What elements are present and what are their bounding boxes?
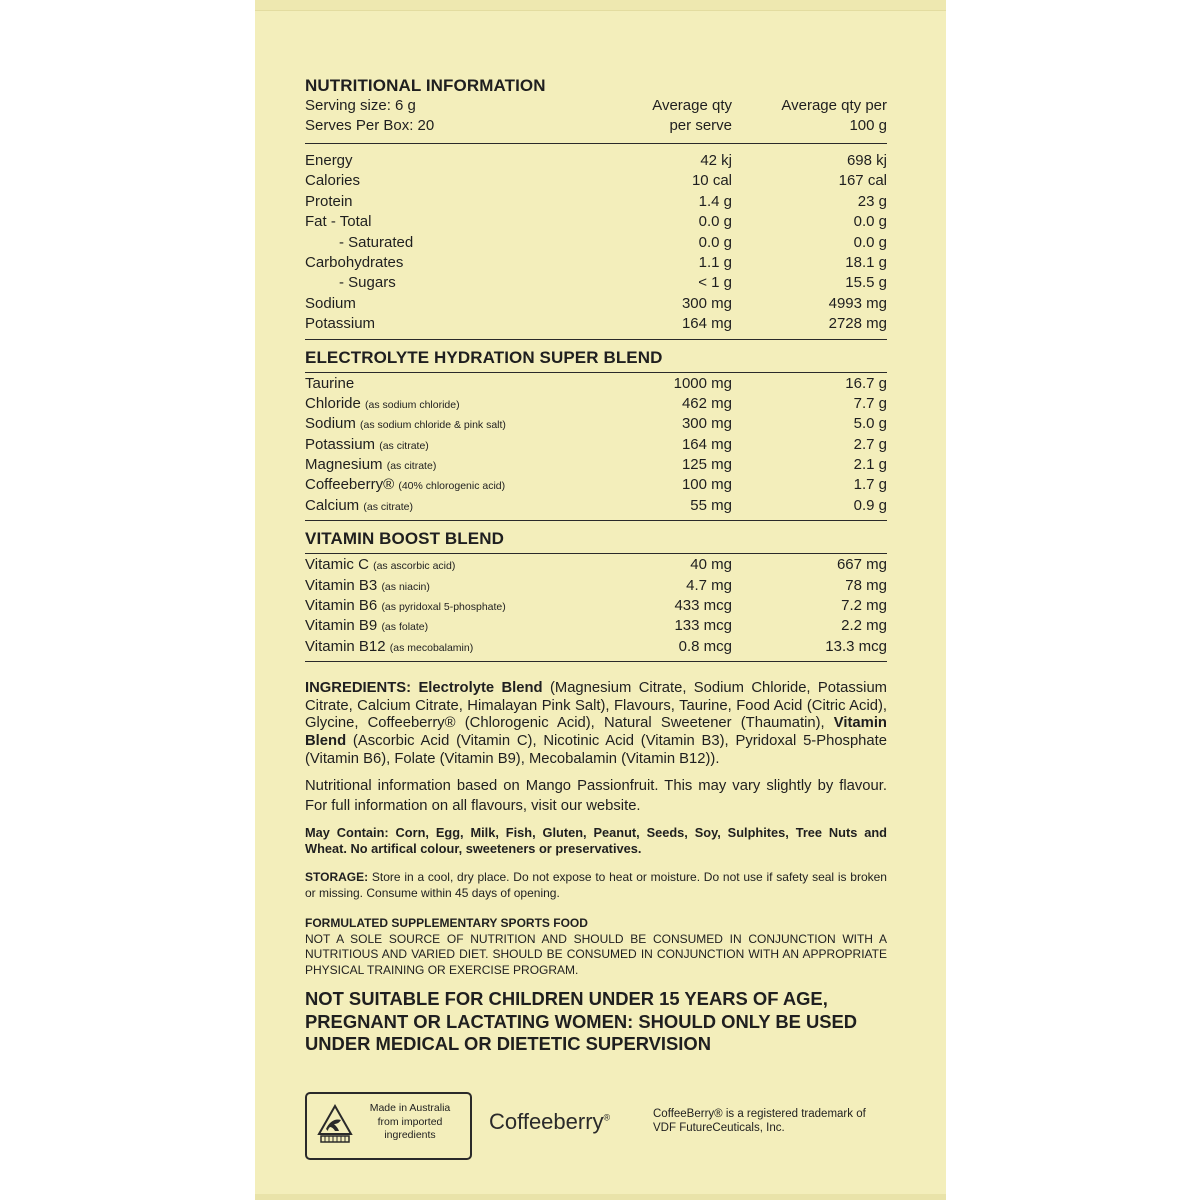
formulated-text: NOT A SOLE SOURCE OF NUTRITION AND SHOULD BE CONSUMED IN CONJUNCTION WITH A NUTRITIOUS AND VARIED DIET. SHOULD BE CONSUMED IN CONJUNCTION WITH AN APPROPRIATE PHYSICAL TRAINING OR EXERCISE PROGRAM.	[305, 931, 887, 978]
electrolyte-row-label	[305, 394, 460, 415]
ingredients-text-2: (Ascorbic Acid (Vitamin C), Nicotinic Acid (Vitamin B3), Pyridoxal 5-Phosphate (Vitamin B6), Folate (Vitamin B9), Mecobalamin (Vitamin B12)).	[305, 732, 887, 767]
storage-label: STORAGE:	[305, 870, 369, 885]
vitamin-row-per-100g: 667 mg	[836, 556, 887, 574]
nutrition-row-per-100g: 18.1 g	[845, 253, 887, 271]
coffeeberry-logo	[489, 1109, 610, 1135]
vitamin-row-label	[305, 576, 430, 597]
electrolyte-row-label	[305, 414, 506, 435]
electrolyte-row-label	[305, 374, 354, 395]
electrolyte-row-name: Chloride	[305, 394, 361, 412]
electrolyte-row-per-100g: 16.7 g	[845, 374, 887, 392]
vitamin-row-name: Vitamin B9	[305, 617, 378, 635]
nutrition-row-per-serve: 300 mg	[681, 294, 732, 312]
vitamin-row-per-serve: 133 mcg	[674, 617, 732, 635]
electrolyte-row	[305, 414, 887, 434]
electrolyte-row-label	[305, 496, 413, 517]
vitamin-title: VITAMIN BOOST BLEND	[305, 529, 504, 549]
vitamin-row-per-serve: 0.8 mcg	[678, 637, 732, 655]
electrolyte-row-per-100g: 1.7 g	[853, 476, 887, 494]
nutrition-row-per-100g: 4993 mg	[828, 294, 887, 312]
electrolyte-row-per-100g: 7.7 g	[853, 394, 887, 412]
nutrition-panel	[305, 72, 887, 1056]
col1-header-1: Average qty	[652, 97, 732, 114]
kangaroo-triangle-icon	[317, 1104, 353, 1144]
vitamin-row	[305, 616, 887, 636]
vitamin-row-note: (as folate)	[381, 621, 429, 634]
nutrition-row-per-serve: 0.0 g	[698, 233, 732, 251]
vitamin-row-label	[305, 616, 428, 637]
electrolyte-row-note: (as citrate)	[363, 500, 413, 513]
nutrition-row-name: Fat - Total	[305, 213, 372, 231]
electrolyte-rows	[305, 374, 887, 517]
electrolyte-row-per-serve: 300 mg	[681, 415, 732, 433]
electrolyte-row-per-serve: 125 mg	[681, 456, 732, 474]
nutrition-header	[305, 96, 887, 136]
vitamin-row-per-100g: 7.2 mg	[841, 597, 887, 615]
nutrition-row-per-serve: < 1 g	[698, 274, 732, 292]
nutrition-rows	[305, 151, 887, 335]
vitamin-row	[305, 596, 887, 616]
vitamin-row	[305, 555, 887, 575]
vitamin-row-name: Vitamic C	[305, 556, 369, 574]
logo-mark: ®	[603, 1112, 611, 1123]
vitamin-row-label	[305, 555, 455, 576]
nutrition-row-per-100g: 698 kj	[846, 152, 887, 169]
electrolyte-row-per-100g: 5.0 g	[853, 415, 887, 433]
nutrition-row	[305, 151, 887, 171]
nutrition-row-name: Potassium	[305, 315, 376, 333]
electrolyte-row-per-100g: 2.7 g	[853, 435, 887, 453]
vitamin-blend-label: Vitamin Blend	[305, 715, 887, 749]
electrolyte-row	[305, 475, 887, 495]
vitamin-row-per-serve: 40 mg	[690, 556, 732, 574]
nutrition-row-label	[305, 192, 353, 212]
vitamin-row-note: (as ascorbic acid)	[373, 560, 456, 573]
electrolyte-row-name: Taurine	[305, 374, 355, 392]
electrolyte-row	[305, 374, 887, 394]
col2-header-1: Average qty per	[781, 97, 887, 114]
ingredients-text-1: (Magnesium Citrate, Sodium Chloride, Potassium Citrate, Calcium Citrate, Himalayan Pink Salt), Flavours, Taurine, Food Acid (Citric Acid), Glycine, Coffeeberry® (Chlorogenic Acid), Natural Sweetener (Thaumatin),	[305, 680, 887, 732]
nutrition-row	[305, 294, 887, 314]
electrolyte-row-name: Magnesium	[305, 456, 383, 474]
nutrition-row-label	[339, 273, 396, 293]
electrolyte-blend-label: Electrolyte Blend	[418, 680, 543, 697]
vitamin-row-label	[305, 637, 473, 658]
divider	[305, 339, 887, 340]
vitamin-row-label	[305, 596, 506, 617]
nutrition-row-per-serve: 10 cal	[691, 172, 732, 190]
storage-text: Store in a cool, dry place. Do not expose to heat or moisture. Do not use if safety seal is broken or missing. Consume within 45 days of opening.	[305, 870, 887, 900]
nutrition-row-per-100g: 0.0 g	[853, 233, 887, 251]
nutrition-row-per-serve: 164 mg	[681, 315, 732, 333]
nutrition-row-per-100g: 2728 mg	[828, 315, 887, 333]
electrolyte-row-note: (as citrate)	[379, 439, 429, 452]
nutrition-row-label	[305, 151, 353, 171]
nutrition-row-per-100g: 23 g	[857, 192, 887, 210]
electrolyte-title: ELECTROLYTE HYDRATION SUPER BLEND	[305, 347, 663, 367]
nutrition-row-label	[305, 212, 371, 232]
electrolyte-row-per-serve: 100 mg	[681, 476, 732, 494]
vitamin-row	[305, 576, 887, 596]
nutrition-row-name: Carbohydrates	[305, 253, 404, 271]
col1-header-2: per serve	[669, 117, 732, 134]
vitamin-row-name: Vitamin B3	[305, 576, 378, 594]
electrolyte-row-label	[305, 435, 429, 456]
electrolyte-row	[305, 455, 887, 475]
electrolyte-row-note: (as citrate)	[386, 460, 437, 473]
nutrition-row-per-serve: 1.1 g	[698, 253, 732, 271]
vitamin-row-per-100g: 13.3 mcg	[825, 637, 887, 655]
vitamin-row-note: (as mecobalamin)	[389, 641, 474, 654]
serves-per-box: Serves Per Box: 20	[305, 117, 435, 134]
vitamin-row-note: (as niacin)	[381, 580, 430, 593]
vitamin-row-name: Vitamin B6	[305, 597, 378, 615]
made-in-text: Made in Australia from imported ingredients	[369, 1102, 451, 1141]
electrolyte-row-per-serve: 55 mg	[690, 496, 732, 514]
vitamin-row-note: (as pyridoxal 5-phosphate)	[381, 601, 506, 614]
vitamin-row-per-100g: 2.2 mg	[841, 617, 887, 635]
electrolyte-row	[305, 435, 887, 455]
nutrition-row-label	[305, 253, 403, 273]
logo-text: Coffeeberry	[489, 1109, 604, 1134]
footer	[305, 1092, 887, 1160]
electrolyte-row-note: (40% chlorogenic acid)	[398, 480, 506, 493]
nutrition-title: NUTRITIONAL INFORMATION	[305, 76, 546, 95]
electrolyte-row-per-serve: 462 mg	[681, 394, 732, 412]
nutrition-row-per-100g: 0.0 g	[853, 213, 887, 231]
vitamin-row-name: Vitamin B12	[305, 637, 386, 655]
nutrition-row-name: Protein	[305, 192, 353, 210]
nutrition-row	[305, 233, 887, 253]
nutrition-row-name: Energy	[305, 152, 353, 169]
age-warning: NOT SUITABLE FOR CHILDREN UNDER 15 YEARS OF AGE, PREGNANT OR LACTATING WOMEN: SHOULD ONLY BE USED UNDER MEDICAL OR DIETETIC SUPERVISION	[305, 987, 858, 1055]
electrolyte-row-label	[305, 455, 436, 476]
vitamin-row-per-serve: 4.7 mg	[686, 576, 732, 594]
nutrition-row	[305, 314, 887, 334]
nutrition-row-name: Sodium	[305, 294, 356, 312]
nutrition-row	[305, 273, 887, 293]
flavour-note: Nutritional information based on Mango Passionfruit. This may vary slightly by flavour. For full information on all flavours, visit our website.	[305, 778, 887, 814]
nutrition-row-per-serve: 1.4 g	[698, 192, 732, 210]
made-in-australia-badge	[305, 1092, 472, 1160]
vitamin-row	[305, 637, 887, 657]
serving-size: Serving size: 6 g	[305, 97, 416, 114]
allergens: May Contain: Corn, Egg, Milk, Fish, Gluten, Peanut, Seeds, Soy, Sulphites, Tree Nuts and Wheat. No artifical colour, sweeteners or preservatives.	[305, 825, 887, 857]
electrolyte-row-per-100g: 2.1 g	[853, 456, 887, 474]
divider	[305, 661, 887, 662]
electrolyte-row-name: Coffeeberry®	[305, 476, 395, 494]
electrolyte-row	[305, 394, 887, 414]
electrolyte-row-name: Sodium	[305, 415, 356, 433]
ingredients-label: INGREDIENTS:	[305, 680, 412, 697]
nutrition-row-label	[339, 233, 413, 253]
electrolyte-row-per-serve: 1000 mg	[673, 374, 732, 392]
electrolyte-row-label	[305, 475, 505, 496]
electrolyte-row	[305, 496, 887, 516]
nutrition-row-per-100g: 15.5 g	[845, 274, 887, 292]
electrolyte-row-per-serve: 164 mg	[681, 435, 732, 453]
nutrition-row-label	[305, 171, 360, 191]
divider	[305, 143, 887, 144]
ingredients	[305, 680, 887, 768]
nutrition-row	[305, 171, 887, 191]
electrolyte-row-name: Potassium	[305, 435, 376, 453]
nutrition-row-name: - Sugars	[339, 274, 396, 292]
electrolyte-row-name: Calcium	[305, 496, 360, 514]
divider	[305, 372, 887, 373]
vitamin-row-per-100g: 78 mg	[845, 576, 887, 594]
nutrition-row-per-serve: 0.0 g	[698, 213, 732, 231]
nutrition-row-name: Calories	[305, 172, 361, 190]
divider	[305, 520, 887, 521]
storage	[305, 870, 887, 902]
nutrition-row-per-serve: 42 kj	[700, 152, 732, 169]
vitamin-rows	[305, 555, 887, 657]
trademark-note: CoffeeBerry® is a registered trademark of VDF FutureCeuticals, Inc.	[653, 1108, 866, 1134]
nutrition-row-name: - Saturated	[339, 233, 414, 251]
nutrition-row	[305, 212, 887, 232]
formulated-title: FORMULATED SUPPLEMENTARY SPORTS FOOD	[305, 915, 588, 930]
divider	[305, 553, 887, 554]
col2-header-2: 100 g	[849, 117, 887, 134]
nutrition-row	[305, 192, 887, 212]
electrolyte-row-per-100g: 0.9 g	[853, 496, 887, 514]
nutrition-row-label	[305, 294, 356, 314]
nutrition-row	[305, 253, 887, 273]
nutrition-row-per-100g: 167 cal	[838, 172, 887, 190]
nutrition-row-label	[305, 314, 375, 334]
electrolyte-row-note: (as sodium chloride)	[365, 398, 460, 411]
electrolyte-row-note: (as sodium chloride & pink salt)	[360, 419, 506, 432]
vitamin-row-per-serve: 433 mcg	[674, 597, 732, 615]
